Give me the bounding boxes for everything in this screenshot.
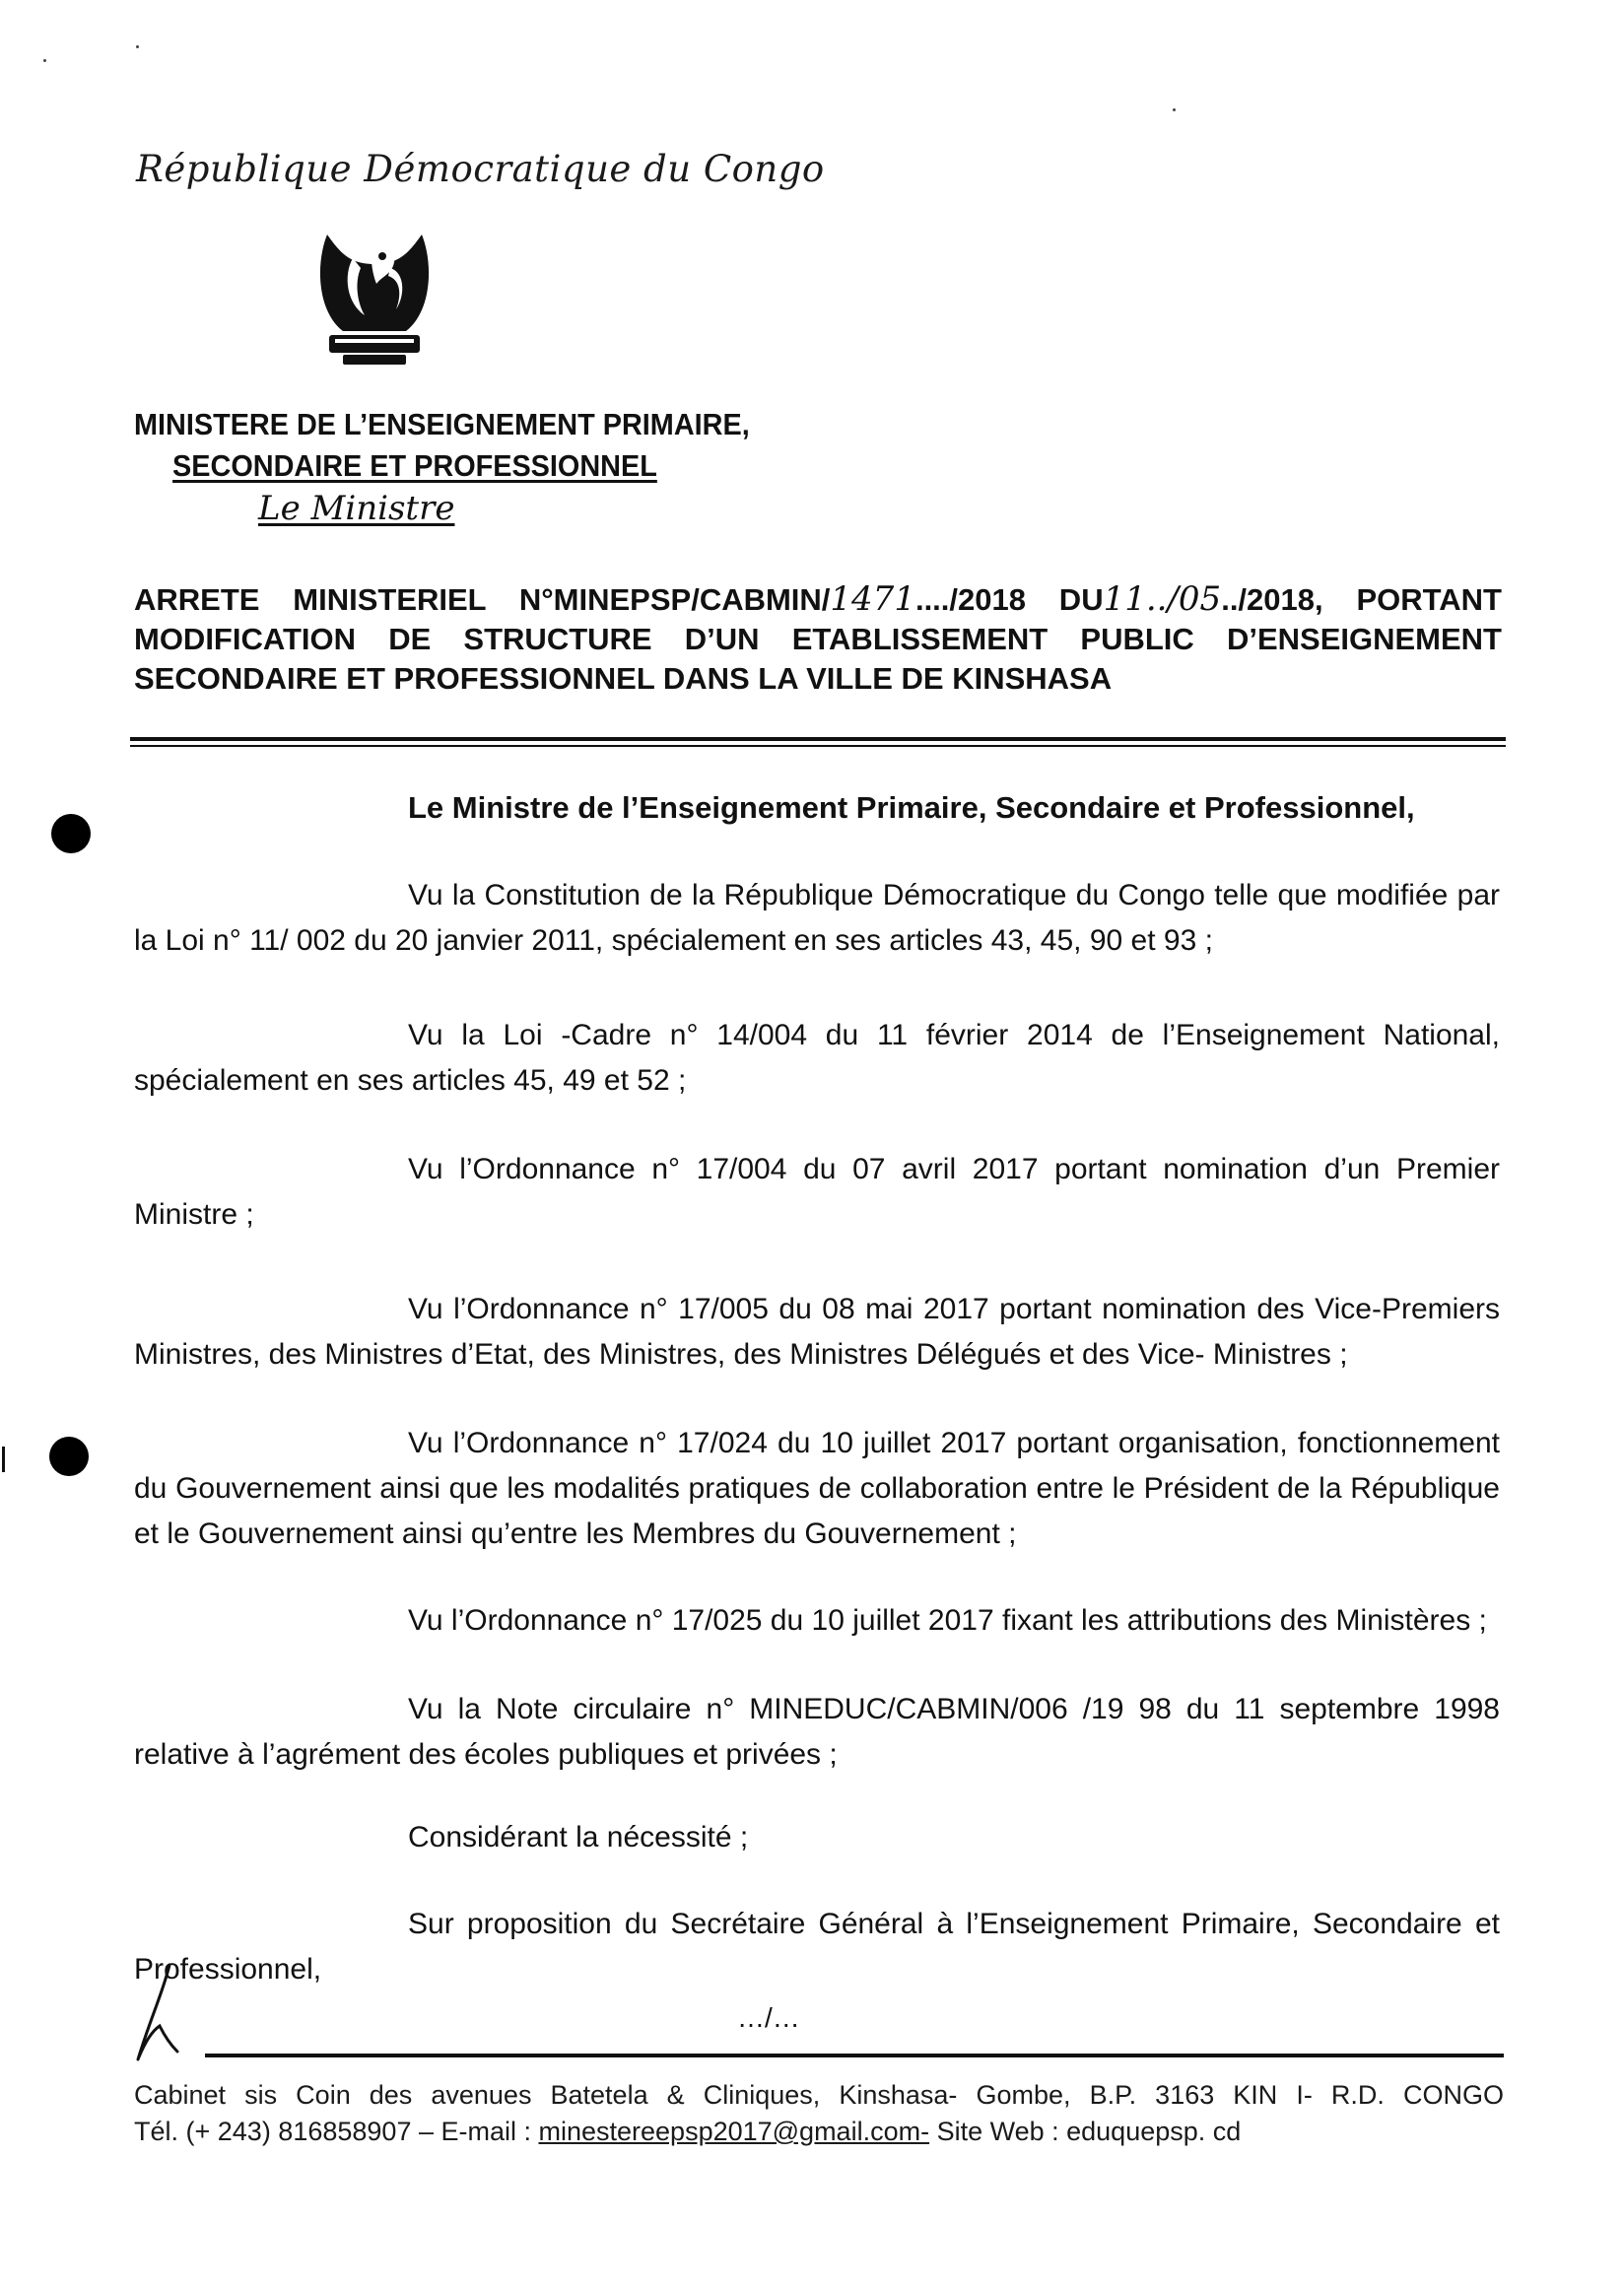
ministry-name: [134, 404, 750, 487]
decree-year: ..../2018 DU: [914, 582, 1104, 617]
minister-role: Le Ministre: [258, 489, 455, 528]
consideration-paragraph: Vu l’Ordonnance n° 17/025 du 10 juillet 2017 fixant les attributions des Ministères ;: [408, 1604, 1487, 1637]
consideration-paragraph: Vu la Constitution de la République Démocratique du Congo telle que modifiée par la Loi n° 11/ 002 du 20 janvier 2011, spécialement en ses articles 43, 45, 90 et 93 ;: [134, 879, 1500, 957]
footer-contact: [134, 2077, 1504, 2150]
country-name: République Démocratique du Congo: [136, 148, 825, 190]
title-rule-thin: [130, 745, 1506, 747]
minister-heading: Le Ministre de l’Enseignement Primaire, Secondaire et Professionnel,: [408, 790, 1415, 825]
decree-date-suffix: ../2018,: [1221, 582, 1323, 617]
footer-email-link[interactable]: minestereepsp2017@gmail.com-: [538, 2117, 930, 2146]
decree-title: [134, 579, 1502, 699]
page-continuation: …/…: [737, 2002, 800, 2033]
handwritten-initial-icon: [130, 1961, 189, 2069]
decree-subject: PORTANT MODIFICATION DE STRUCTURE D’UN ETABLISSEMENT PUBLIC D’ENSEIGNEMENT SECONDAIRE ET PROFESSIONNEL DANS LA VILLE DE KINSHASA: [134, 582, 1502, 696]
consideration-paragraph: Vu la Loi -Cadre n° 14/004 du 11 février 2014 de l’Enseignement National, spécialement en ses articles 45, 49 et 52 ;: [134, 1019, 1500, 1097]
ministry-line-1: MINISTERE DE L’ENSEIGNEMENT PRIMAIRE,: [134, 407, 750, 441]
punch-hole-mark: [49, 1437, 89, 1476]
footer-address: Cabinet sis Coin des avenues Batetela & Cliniques, Kinshasa- Gombe, B.P. 3163 KIN I- R.D. CONGO: [134, 2080, 1504, 2110]
consideration-paragraph: Vu l’Ordonnance n° 17/004 du 07 avril 2017 portant nomination d’un Premier Ministre ;: [134, 1153, 1500, 1231]
title-rule: [130, 737, 1506, 741]
footer-tel: Tél. (+ 243) 816858907 – E-mail :: [134, 2117, 539, 2146]
scan-speck: [43, 59, 46, 62]
footer-rule: [205, 2054, 1504, 2057]
ministry-line-2: SECONDAIRE ET PROFESSIONNEL: [172, 448, 657, 483]
consideration-paragraph: Vu la Note circulaire n° MINEDUC/CABMIN/006 /19 98 du 11 septembre 1998 relative à l’agrément des écoles publiques et privées ;: [134, 1693, 1500, 1771]
consideration-paragraph: Vu l’Ordonnance n° 17/005 du 08 mai 2017 portant nomination des Vice-Premiers Ministres, des Ministres d’Etat, des Ministres, des Ministres Délégués et des Vice- Ministres ;: [134, 1293, 1500, 1371]
scan-speck: [136, 45, 139, 48]
margin-tick: [2, 1447, 5, 1472]
consideration-paragraph: Vu l’Ordonnance n° 17/024 du 10 juillet 2017 portant organisation, fonctionnement du Gouvernement ainsi que les modalités pratiques de collaboration entre le Président de la République et le Gouvernement ainsi qu’entre les Membres du Gouvernement ;: [134, 1427, 1500, 1550]
footer-website: Site Web : eduquepsp. cd: [929, 2117, 1242, 2146]
decree-number-handwritten: 1471: [830, 579, 915, 619]
decree-date-handwritten: 11../05: [1103, 579, 1222, 619]
consideration-paragraph: Considérant la nécessité ;: [408, 1821, 749, 1853]
punch-hole-mark: [51, 814, 91, 853]
coat-of-arms-icon: [313, 225, 436, 371]
scan-speck: [1173, 108, 1176, 111]
decree-number-prefix: ARRETE MINISTERIEL N°MINEPSP/CABMIN/: [134, 582, 831, 617]
consideration-paragraph: Sur proposition du Secrétaire Général à l’Enseignement Primaire, Secondaire et Professionnel,: [134, 1908, 1500, 1986]
